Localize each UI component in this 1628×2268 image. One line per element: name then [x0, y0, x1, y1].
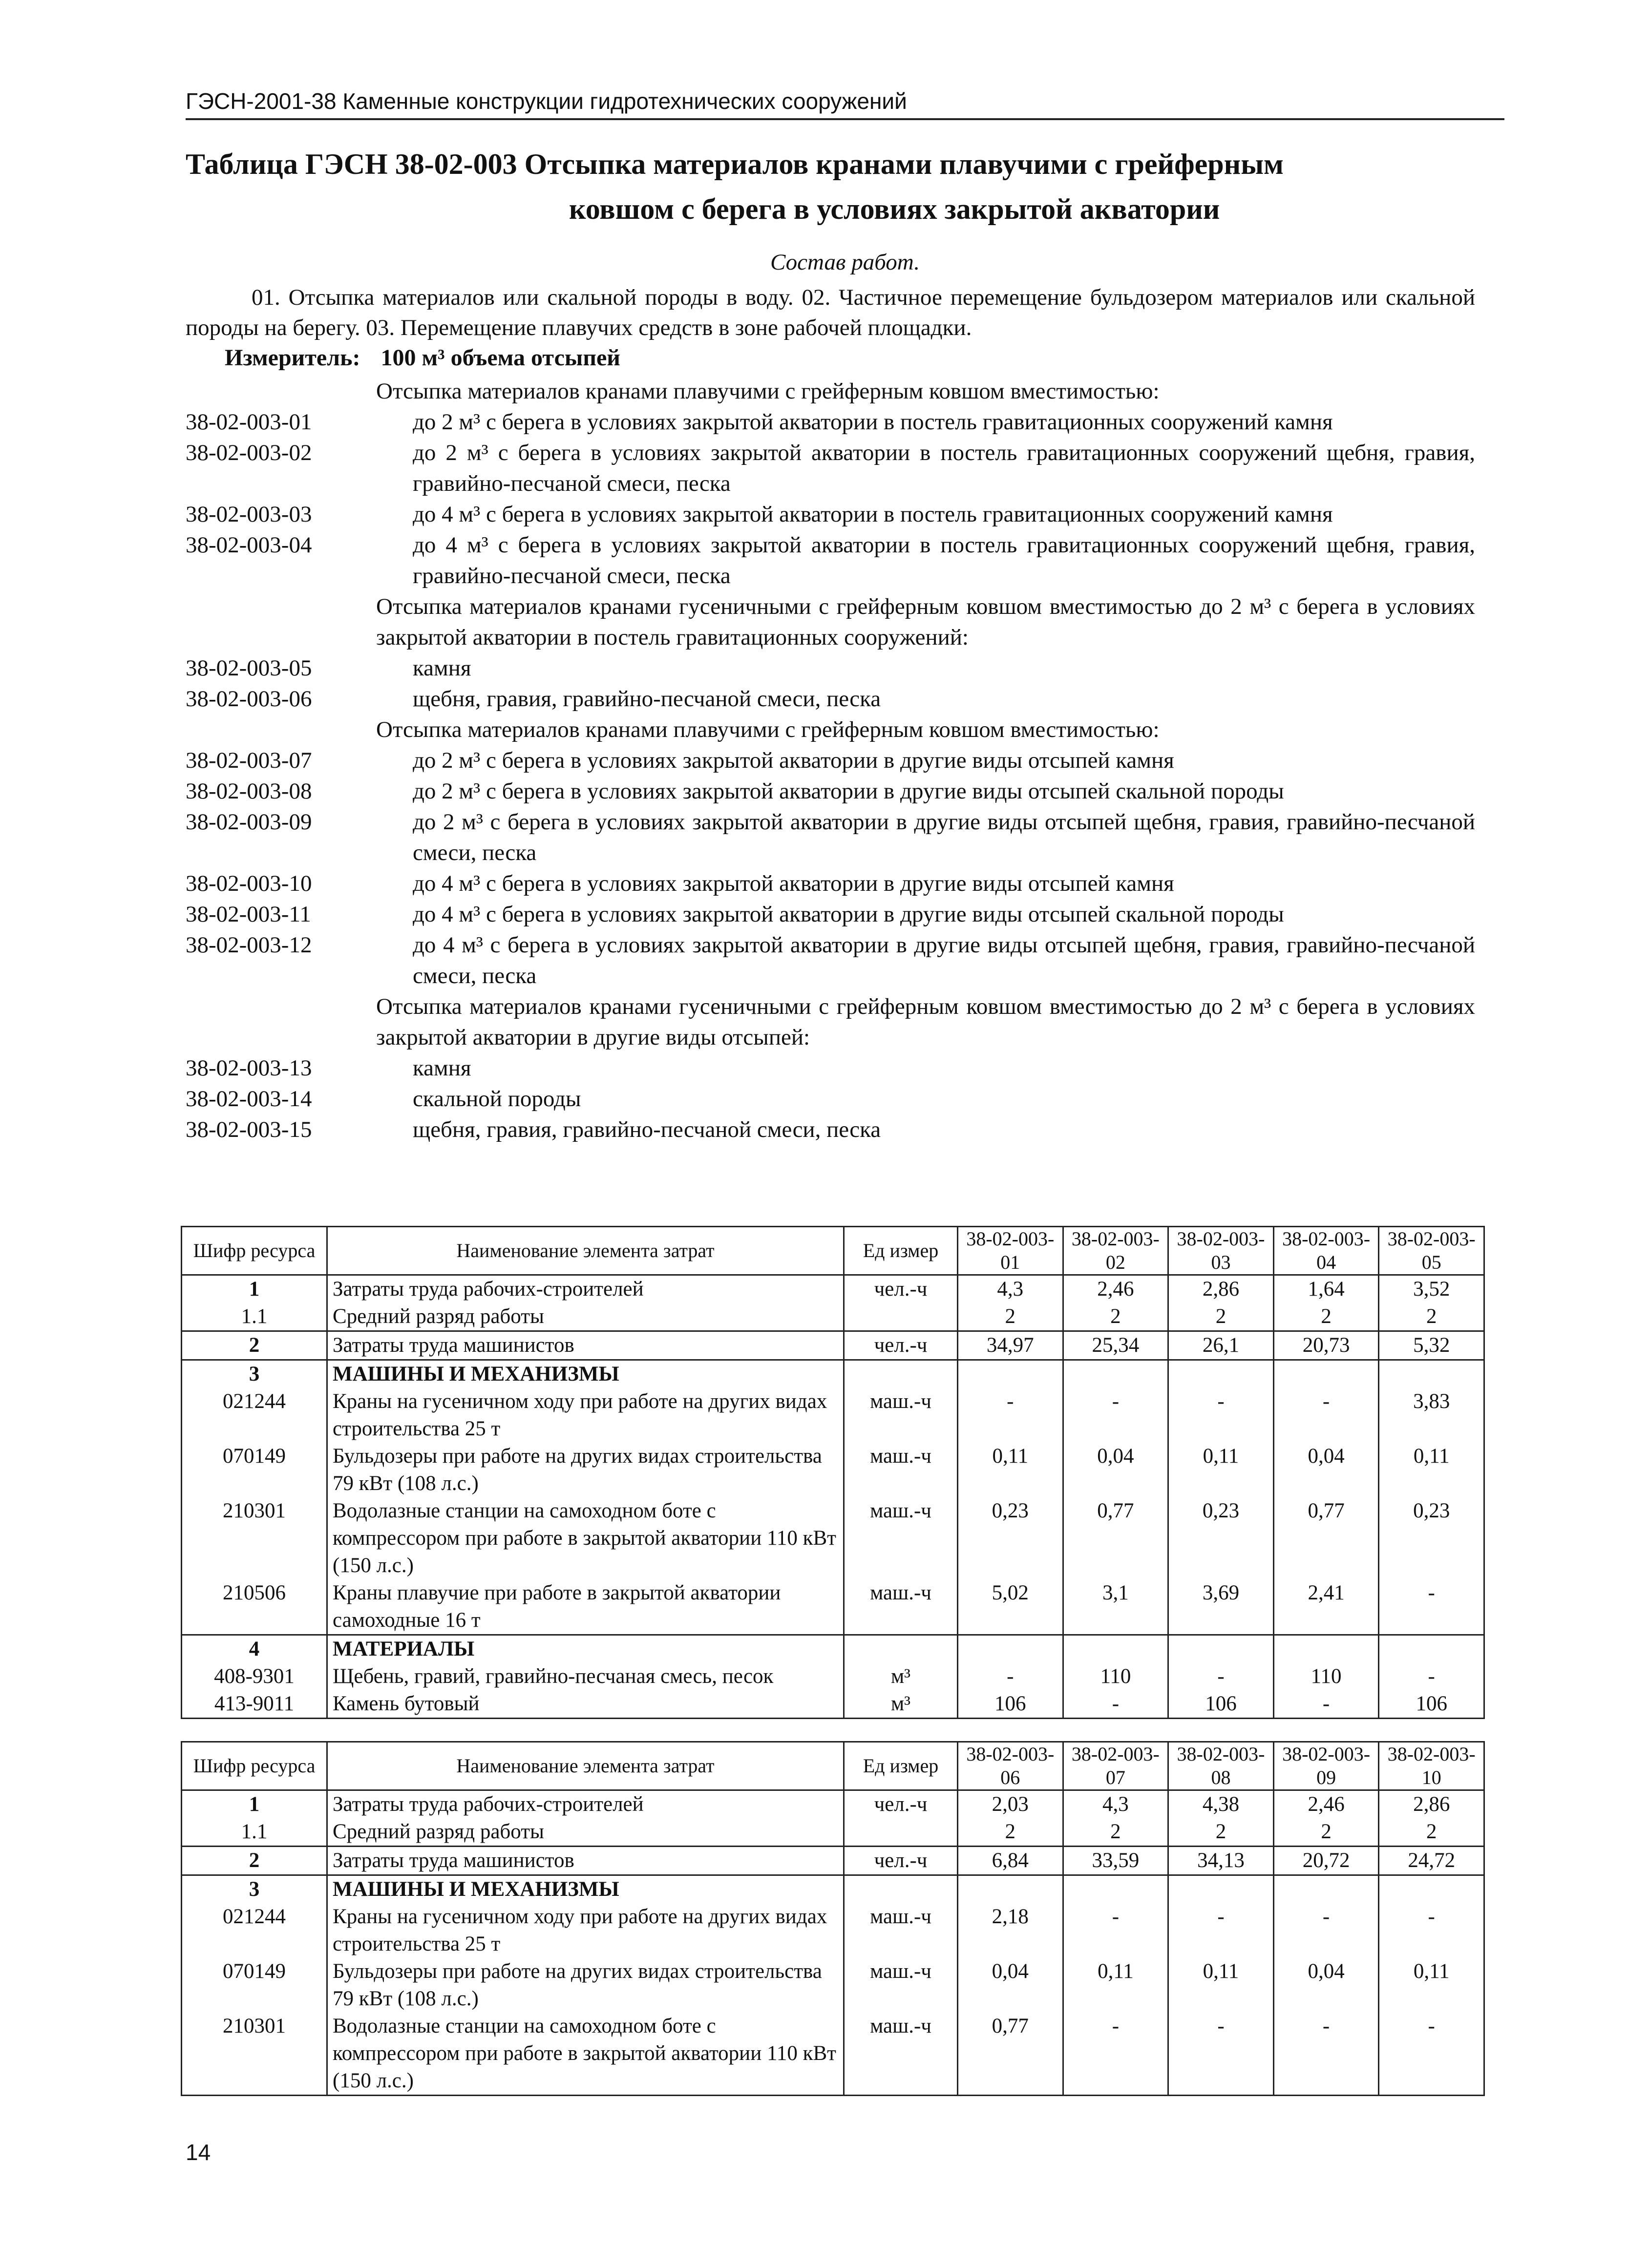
- unit-of-measure: [844, 1360, 958, 1388]
- norm-value: -: [1063, 1388, 1168, 1443]
- norm-value: [1379, 1635, 1484, 1663]
- norm-value: [958, 1875, 1063, 1904]
- norm-value: 34,97: [958, 1331, 1063, 1360]
- cost-element-name: Водолазные станции на самоходном боте с компрессором при работе в закрытой акватории 110 кВт (150 л.с.): [327, 1497, 844, 1579]
- norm-value: 5,02: [958, 1579, 1063, 1635]
- header-norm-column: 38-02-003-09: [1273, 1742, 1379, 1790]
- norm-value: 0,23: [958, 1497, 1063, 1579]
- resource-code: 021244: [182, 1388, 327, 1443]
- resource-table-2: [181, 1741, 1485, 2096]
- table-row: [182, 1958, 1484, 2013]
- table-row: [182, 1818, 1484, 1847]
- unit-of-measure: маш.-ч: [844, 1903, 958, 1958]
- norm-value: -: [1273, 1903, 1379, 1958]
- norm-value: -: [1063, 1690, 1168, 1719]
- cost-element-name: Затраты труда машинистов: [327, 1331, 844, 1360]
- norm-value: 106: [958, 1690, 1063, 1719]
- norm-value: 2: [1063, 1818, 1168, 1847]
- norm-description: до 4 м³ с берега в условиях закрытой акватории в другие виды отсыпей скальной породы: [413, 902, 1284, 927]
- norm-value: 0,11: [1063, 1958, 1168, 2013]
- norm-value: 0,77: [1063, 1497, 1168, 1579]
- norm-description: скальной породы: [413, 1086, 581, 1112]
- norm-value: 2,03: [958, 1790, 1063, 1819]
- norm-value: 0,04: [1063, 1443, 1168, 1497]
- norm-value: 106: [1379, 1690, 1484, 1719]
- unit-of-measure: м³: [844, 1663, 958, 1690]
- norm-description: до 4 м³ с берега в условиях закрытой акватории в другие виды отсыпей камня: [413, 871, 1174, 896]
- code-list-item: [186, 930, 1475, 991]
- norm-value: 6,84: [958, 1847, 1063, 1875]
- norm-value: 2,46: [1063, 1275, 1168, 1303]
- resource-code: 408-9301: [182, 1663, 327, 1690]
- norm-code: 38-02-003-06: [186, 686, 312, 712]
- norm-value: 2,46: [1273, 1790, 1379, 1819]
- norm-value: 2: [1273, 1818, 1379, 1847]
- cost-element-name: Бульдозеры при работе на других видах строительства 79 кВт (108 л.с.): [327, 1958, 844, 2013]
- norm-value: [1379, 1360, 1484, 1388]
- norm-value: 2: [1063, 1303, 1168, 1331]
- norm-code: 38-02-003-13: [186, 1055, 312, 1081]
- code-list-item: [186, 1084, 1475, 1114]
- header-norm-column: 38-02-003-03: [1168, 1227, 1274, 1275]
- norm-value: 0,11: [1168, 1443, 1274, 1497]
- norm-value: 3,83: [1379, 1388, 1484, 1443]
- table-row: [182, 1579, 1484, 1635]
- code-list-item: [186, 438, 1475, 499]
- code-list-item: [186, 776, 1475, 807]
- norm-value: -: [1063, 2013, 1168, 2096]
- norm-description: до 2 м³ с берега в условиях закрытой акватории в постель гравитационных сооружений щебня, гравия, гравийно-песчаной смеси, песка: [413, 440, 1475, 496]
- norm-value: 2,18: [958, 1903, 1063, 1958]
- resource-code: 3: [182, 1360, 327, 1388]
- cost-element-name: Краны плавучие при работе в закрытой акватории самоходные 16 т: [327, 1579, 844, 1635]
- norm-value: -: [1168, 2013, 1274, 2096]
- cost-element-name: Бульдозеры при работе на других видах строительства 79 кВт (108 л.с.): [327, 1443, 844, 1497]
- unit-of-measure: [844, 1635, 958, 1663]
- table-section-row: [182, 1360, 1484, 1388]
- resource-table-1: [181, 1226, 1485, 1719]
- norm-value: 2: [1168, 1818, 1274, 1847]
- norm-value: 110: [1273, 1663, 1379, 1690]
- norm-description: до 2 м³ с берега в условиях закрытой акватории в другие виды отсыпей скальной породы: [413, 778, 1284, 804]
- norm-description: щебня, гравия, гравийно-песчаной смеси, песка: [413, 686, 881, 712]
- norm-description: до 4 м³ с берега в условиях закрытой акватории в постель гравитационных сооружений щебня, гравия, гравийно-песчаной смеси, песка: [413, 532, 1475, 588]
- norm-value: 2: [1168, 1303, 1274, 1331]
- unit-of-measure: маш.-ч: [844, 1958, 958, 2013]
- norm-code: 38-02-003-10: [186, 871, 312, 896]
- norm-value: -: [1168, 1903, 1274, 1958]
- code-list-item: [186, 499, 1475, 530]
- norm-code: 38-02-003-14: [186, 1086, 312, 1112]
- unit-of-measure: чел.-ч: [844, 1847, 958, 1875]
- code-list-item: [186, 530, 1475, 591]
- cost-element-name: Камень бутовый: [327, 1690, 844, 1719]
- norm-value: [1063, 1360, 1168, 1388]
- norm-value: -: [1379, 1663, 1484, 1690]
- norm-description: до 2 м³ с берега в условиях закрытой акватории в постель гравитационных сооружений камня: [413, 409, 1333, 435]
- norm-value: 110: [1063, 1663, 1168, 1690]
- norm-value: -: [1273, 2013, 1379, 2096]
- code-list-item: [186, 653, 1475, 684]
- unit-of-measure: м³: [844, 1690, 958, 1719]
- header-resource-code: Шифр ресурса: [182, 1742, 327, 1790]
- norm-value: [1063, 1875, 1168, 1904]
- cost-element-name: Средний разряд работы: [327, 1818, 844, 1847]
- header-cost-element: Наименование элемента затрат: [327, 1227, 844, 1275]
- header-norm-column: 38-02-003-10: [1379, 1742, 1484, 1790]
- norm-value: 2,86: [1168, 1275, 1274, 1303]
- resource-code: 070149: [182, 1443, 327, 1497]
- norm-code: 38-02-003-01: [186, 409, 312, 435]
- header-norm-column: 38-02-003-05: [1379, 1227, 1484, 1275]
- norm-code: 38-02-003-07: [186, 748, 312, 773]
- norm-value: 33,59: [1063, 1847, 1168, 1875]
- norm-value: 0,04: [1273, 1958, 1379, 2013]
- code-list-item: [186, 868, 1475, 899]
- cost-element-name: Краны на гусеничном ходу при работе на других видах строительства 25 т: [327, 1903, 844, 1958]
- norm-value: 3,69: [1168, 1579, 1274, 1635]
- table-row: [182, 1275, 1484, 1303]
- resource-code: 210301: [182, 2013, 327, 2096]
- norm-value: 4,3: [1063, 1790, 1168, 1819]
- norm-value: [1273, 1635, 1379, 1663]
- norm-description: до 2 м³ с берега в условиях закрытой акватории в другие виды отсыпей камня: [413, 748, 1174, 773]
- resource-code: 070149: [182, 1958, 327, 2013]
- table-title-line-1: Таблица ГЭСН 38-02-003 Отсыпка материалов кранами плавучими с грейферным: [186, 148, 1284, 180]
- work-composition-text: 01. Отсыпка материалов или скальной породы в воду. 02. Частичное перемещение бульдозером материалов или скальной породы на берегу. 03. Перемещение плавучих средств в зоне рабочей площадки.: [186, 285, 1475, 340]
- header-norm-column: 38-02-003-04: [1273, 1227, 1379, 1275]
- measurement-unit-value: 100 м³ объема отсыпей: [381, 345, 620, 371]
- code-group-heading: Отсыпка материалов кранами плавучими с грейферным ковшом вместимостью:: [376, 717, 1160, 742]
- table-row: [182, 1790, 1484, 1819]
- resource-code: 1: [182, 1790, 327, 1819]
- cost-element-name: МАШИНЫ И МЕХАНИЗМЫ: [327, 1875, 844, 1904]
- norm-code: 38-02-003-15: [186, 1117, 312, 1142]
- norm-value: [1168, 1360, 1274, 1388]
- cost-element-name: Щебень, гравий, гравийно-песчаная смесь, песок: [327, 1663, 844, 1690]
- norm-value: -: [1273, 1690, 1379, 1719]
- norm-value: 20,72: [1273, 1847, 1379, 1875]
- norm-value: 2: [958, 1303, 1063, 1331]
- norm-value: 4,38: [1168, 1790, 1274, 1819]
- table-row: [182, 1388, 1484, 1443]
- resource-code: 210506: [182, 1579, 327, 1635]
- norm-value: 3,1: [1063, 1579, 1168, 1635]
- norm-value: 0,11: [1379, 1443, 1484, 1497]
- header-unit: Ед измер: [844, 1742, 958, 1790]
- cost-element-name: МАШИНЫ И МЕХАНИЗМЫ: [327, 1360, 844, 1388]
- norm-value: 0,23: [1379, 1497, 1484, 1579]
- norm-code: 38-02-003-09: [186, 809, 312, 835]
- norm-value: 2,41: [1273, 1579, 1379, 1635]
- cost-element-name: Средний разряд работы: [327, 1303, 844, 1331]
- norm-value: 34,13: [1168, 1847, 1274, 1875]
- norm-value: -: [1168, 1663, 1274, 1690]
- header-resource-code: Шифр ресурса: [182, 1227, 327, 1275]
- norm-description: до 2 м³ с берега в условиях закрытой акватории в другие виды отсыпей щебня, гравия, гравийно-песчаной смеси, песка: [413, 809, 1475, 865]
- norm-code: 38-02-003-08: [186, 778, 312, 804]
- norm-value: 0,11: [1168, 1958, 1274, 2013]
- norm-value: -: [1168, 1388, 1274, 1443]
- cost-element-name: Краны на гусеничном ходу при работе на других видах строительства 25 т: [327, 1388, 844, 1443]
- norm-value: -: [1379, 1903, 1484, 1958]
- norm-value: 24,72: [1379, 1847, 1484, 1875]
- unit-of-measure: [844, 1303, 958, 1331]
- table-row: [182, 1847, 1484, 1875]
- table-title: [186, 142, 1504, 231]
- header-norm-column: 38-02-003-02: [1063, 1227, 1168, 1275]
- norm-value: 0,11: [958, 1443, 1063, 1497]
- code-list-item: [186, 1114, 1475, 1145]
- resource-code: 3: [182, 1875, 327, 1904]
- header-unit: Ед измер: [844, 1227, 958, 1275]
- code-list-item: [186, 807, 1475, 868]
- norm-code: 38-02-003-05: [186, 655, 312, 681]
- norm-value: 25,34: [1063, 1331, 1168, 1360]
- norm-value: 0,04: [1273, 1443, 1379, 1497]
- running-header: ГЭСН-2001-38 Каменные конструкции гидротехнических сооружений: [186, 88, 1504, 120]
- norm-description: камня: [413, 1055, 471, 1081]
- code-list-item: [186, 684, 1475, 714]
- table-row: [182, 1497, 1484, 1579]
- code-list-item: [186, 1053, 1475, 1084]
- norm-value: 106: [1168, 1690, 1274, 1719]
- code-list-item: [186, 745, 1475, 776]
- norm-value: 0,23: [1168, 1497, 1274, 1579]
- norm-value: [1273, 1360, 1379, 1388]
- work-composition-heading: Состав работ.: [770, 250, 920, 275]
- code-group-heading: Отсыпка материалов кранами гусеничными с грейферным ковшом вместимостью до 2 м³ с берега в условиях закрытой акватории в другие виды отсыпей:: [376, 994, 1475, 1050]
- norm-value: -: [1273, 1388, 1379, 1443]
- norm-value: 0,77: [1273, 1497, 1379, 1579]
- norm-code: 38-02-003-11: [186, 902, 311, 927]
- table-row: [182, 1663, 1484, 1690]
- norm-description: щебня, гравия, гравийно-песчаной смеси, песка: [413, 1117, 881, 1142]
- norm-value: -: [958, 1388, 1063, 1443]
- norm-value: [1273, 1875, 1379, 1904]
- norm-value: -: [1379, 1579, 1484, 1635]
- cost-element-name: Водолазные станции на самоходном боте с компрессором при работе в закрытой акватории 110 кВт (150 л.с.): [327, 2013, 844, 2096]
- norm-value: [1063, 1635, 1168, 1663]
- norm-description: до 4 м³ с берега в условиях закрытой акватории в другие виды отсыпей щебня, гравия, гравийно-песчаной смеси, песка: [413, 932, 1475, 988]
- resource-code: 413-9011: [182, 1690, 327, 1719]
- table-row: [182, 1903, 1484, 1958]
- norm-code: 38-02-003-02: [186, 440, 312, 465]
- cost-element-name: Затраты труда машинистов: [327, 1847, 844, 1875]
- code-list-item: [186, 899, 1475, 930]
- norm-value: [1168, 1635, 1274, 1663]
- unit-of-measure: маш.-ч: [844, 1579, 958, 1635]
- cost-element-name: Затраты труда рабочих-строителей: [327, 1275, 844, 1303]
- norm-value: 2: [1379, 1303, 1484, 1331]
- header-norm-column: 38-02-003-08: [1168, 1742, 1274, 1790]
- unit-of-measure: маш.-ч: [844, 1388, 958, 1443]
- norm-code-list: [186, 376, 1475, 1145]
- norm-value: 26,1: [1168, 1331, 1274, 1360]
- norm-value: 1,64: [1273, 1275, 1379, 1303]
- norm-value: 5,32: [1379, 1331, 1484, 1360]
- unit-of-measure: маш.-ч: [844, 1443, 958, 1497]
- table-header-row: [182, 1227, 1484, 1275]
- unit-of-measure: [844, 1875, 958, 1904]
- resource-code: 210301: [182, 1497, 327, 1579]
- header-norm-column: 38-02-003-01: [958, 1227, 1063, 1275]
- norm-value: [958, 1360, 1063, 1388]
- norm-code: 38-02-003-03: [186, 502, 312, 527]
- norm-value: 0,04: [958, 1958, 1063, 2013]
- table-section-row: [182, 1635, 1484, 1663]
- unit-of-measure: [844, 1818, 958, 1847]
- norm-value: 4,3: [958, 1275, 1063, 1303]
- norm-value: 3,52: [1379, 1275, 1484, 1303]
- cost-element-name: МАТЕРИАЛЫ: [327, 1635, 844, 1663]
- unit-of-measure: чел.-ч: [844, 1275, 958, 1303]
- norm-value: 0,77: [958, 2013, 1063, 2096]
- unit-of-measure: чел.-ч: [844, 1790, 958, 1819]
- code-group-heading: Отсыпка материалов кранами плавучими с грейферным ковшом вместимостью:: [376, 378, 1160, 404]
- code-list-item: [186, 407, 1475, 438]
- norm-value: 20,73: [1273, 1331, 1379, 1360]
- norm-code: 38-02-003-04: [186, 532, 312, 558]
- norm-code: 38-02-003-12: [186, 932, 312, 958]
- table-row: [182, 2013, 1484, 2096]
- resource-code: 021244: [182, 1903, 327, 1958]
- norm-value: [1168, 1875, 1274, 1904]
- table-row: [182, 1690, 1484, 1719]
- norm-value: [1379, 1875, 1484, 1904]
- cost-element-name: Затраты труда рабочих-строителей: [327, 1790, 844, 1819]
- table-row: [182, 1443, 1484, 1497]
- norm-value: [958, 1635, 1063, 1663]
- page-number: 14: [186, 2140, 211, 2165]
- resource-code: 2: [182, 1847, 327, 1875]
- norm-value: -: [958, 1663, 1063, 1690]
- header-norm-column: 38-02-003-06: [958, 1742, 1063, 1790]
- resource-code: 1.1: [182, 1818, 327, 1847]
- unit-of-measure: маш.-ч: [844, 1497, 958, 1579]
- table-title-line-2: ковшом с берега в условиях закрытой акватории: [569, 193, 1220, 225]
- unit-of-measure: маш.-ч: [844, 2013, 958, 2096]
- resource-code: 4: [182, 1635, 327, 1663]
- table-row: [182, 1303, 1484, 1331]
- norm-value: -: [1379, 2013, 1484, 2096]
- norm-value: 2: [958, 1818, 1063, 1847]
- measurement-unit: [225, 344, 620, 371]
- resource-code: 1.1: [182, 1303, 327, 1331]
- header-norm-column: 38-02-003-07: [1063, 1742, 1168, 1790]
- code-group-heading: Отсыпка материалов кранами гусеничными с грейферным ковшом вместимостью до 2 м³ с берега в условиях закрытой акватории в постель гравитационных сооружений:: [376, 594, 1475, 650]
- norm-description: камня: [413, 655, 471, 681]
- norm-value: 2: [1273, 1303, 1379, 1331]
- norm-value: -: [1063, 1903, 1168, 1958]
- norm-value: 2,86: [1379, 1790, 1484, 1819]
- norm-value: 2: [1379, 1818, 1484, 1847]
- resource-code: 1: [182, 1275, 327, 1303]
- measurement-unit-label: Измеритель:: [225, 345, 360, 371]
- resource-code: 2: [182, 1331, 327, 1360]
- norm-value: 0,11: [1379, 1958, 1484, 2013]
- unit-of-measure: чел.-ч: [844, 1331, 958, 1360]
- table-row: [182, 1331, 1484, 1360]
- table-section-row: [182, 1875, 1484, 1904]
- norm-description: до 4 м³ с берега в условиях закрытой акватории в постель гравитационных сооружений камня: [413, 502, 1333, 527]
- table-header-row: [182, 1742, 1484, 1790]
- header-cost-element: Наименование элемента затрат: [327, 1742, 844, 1790]
